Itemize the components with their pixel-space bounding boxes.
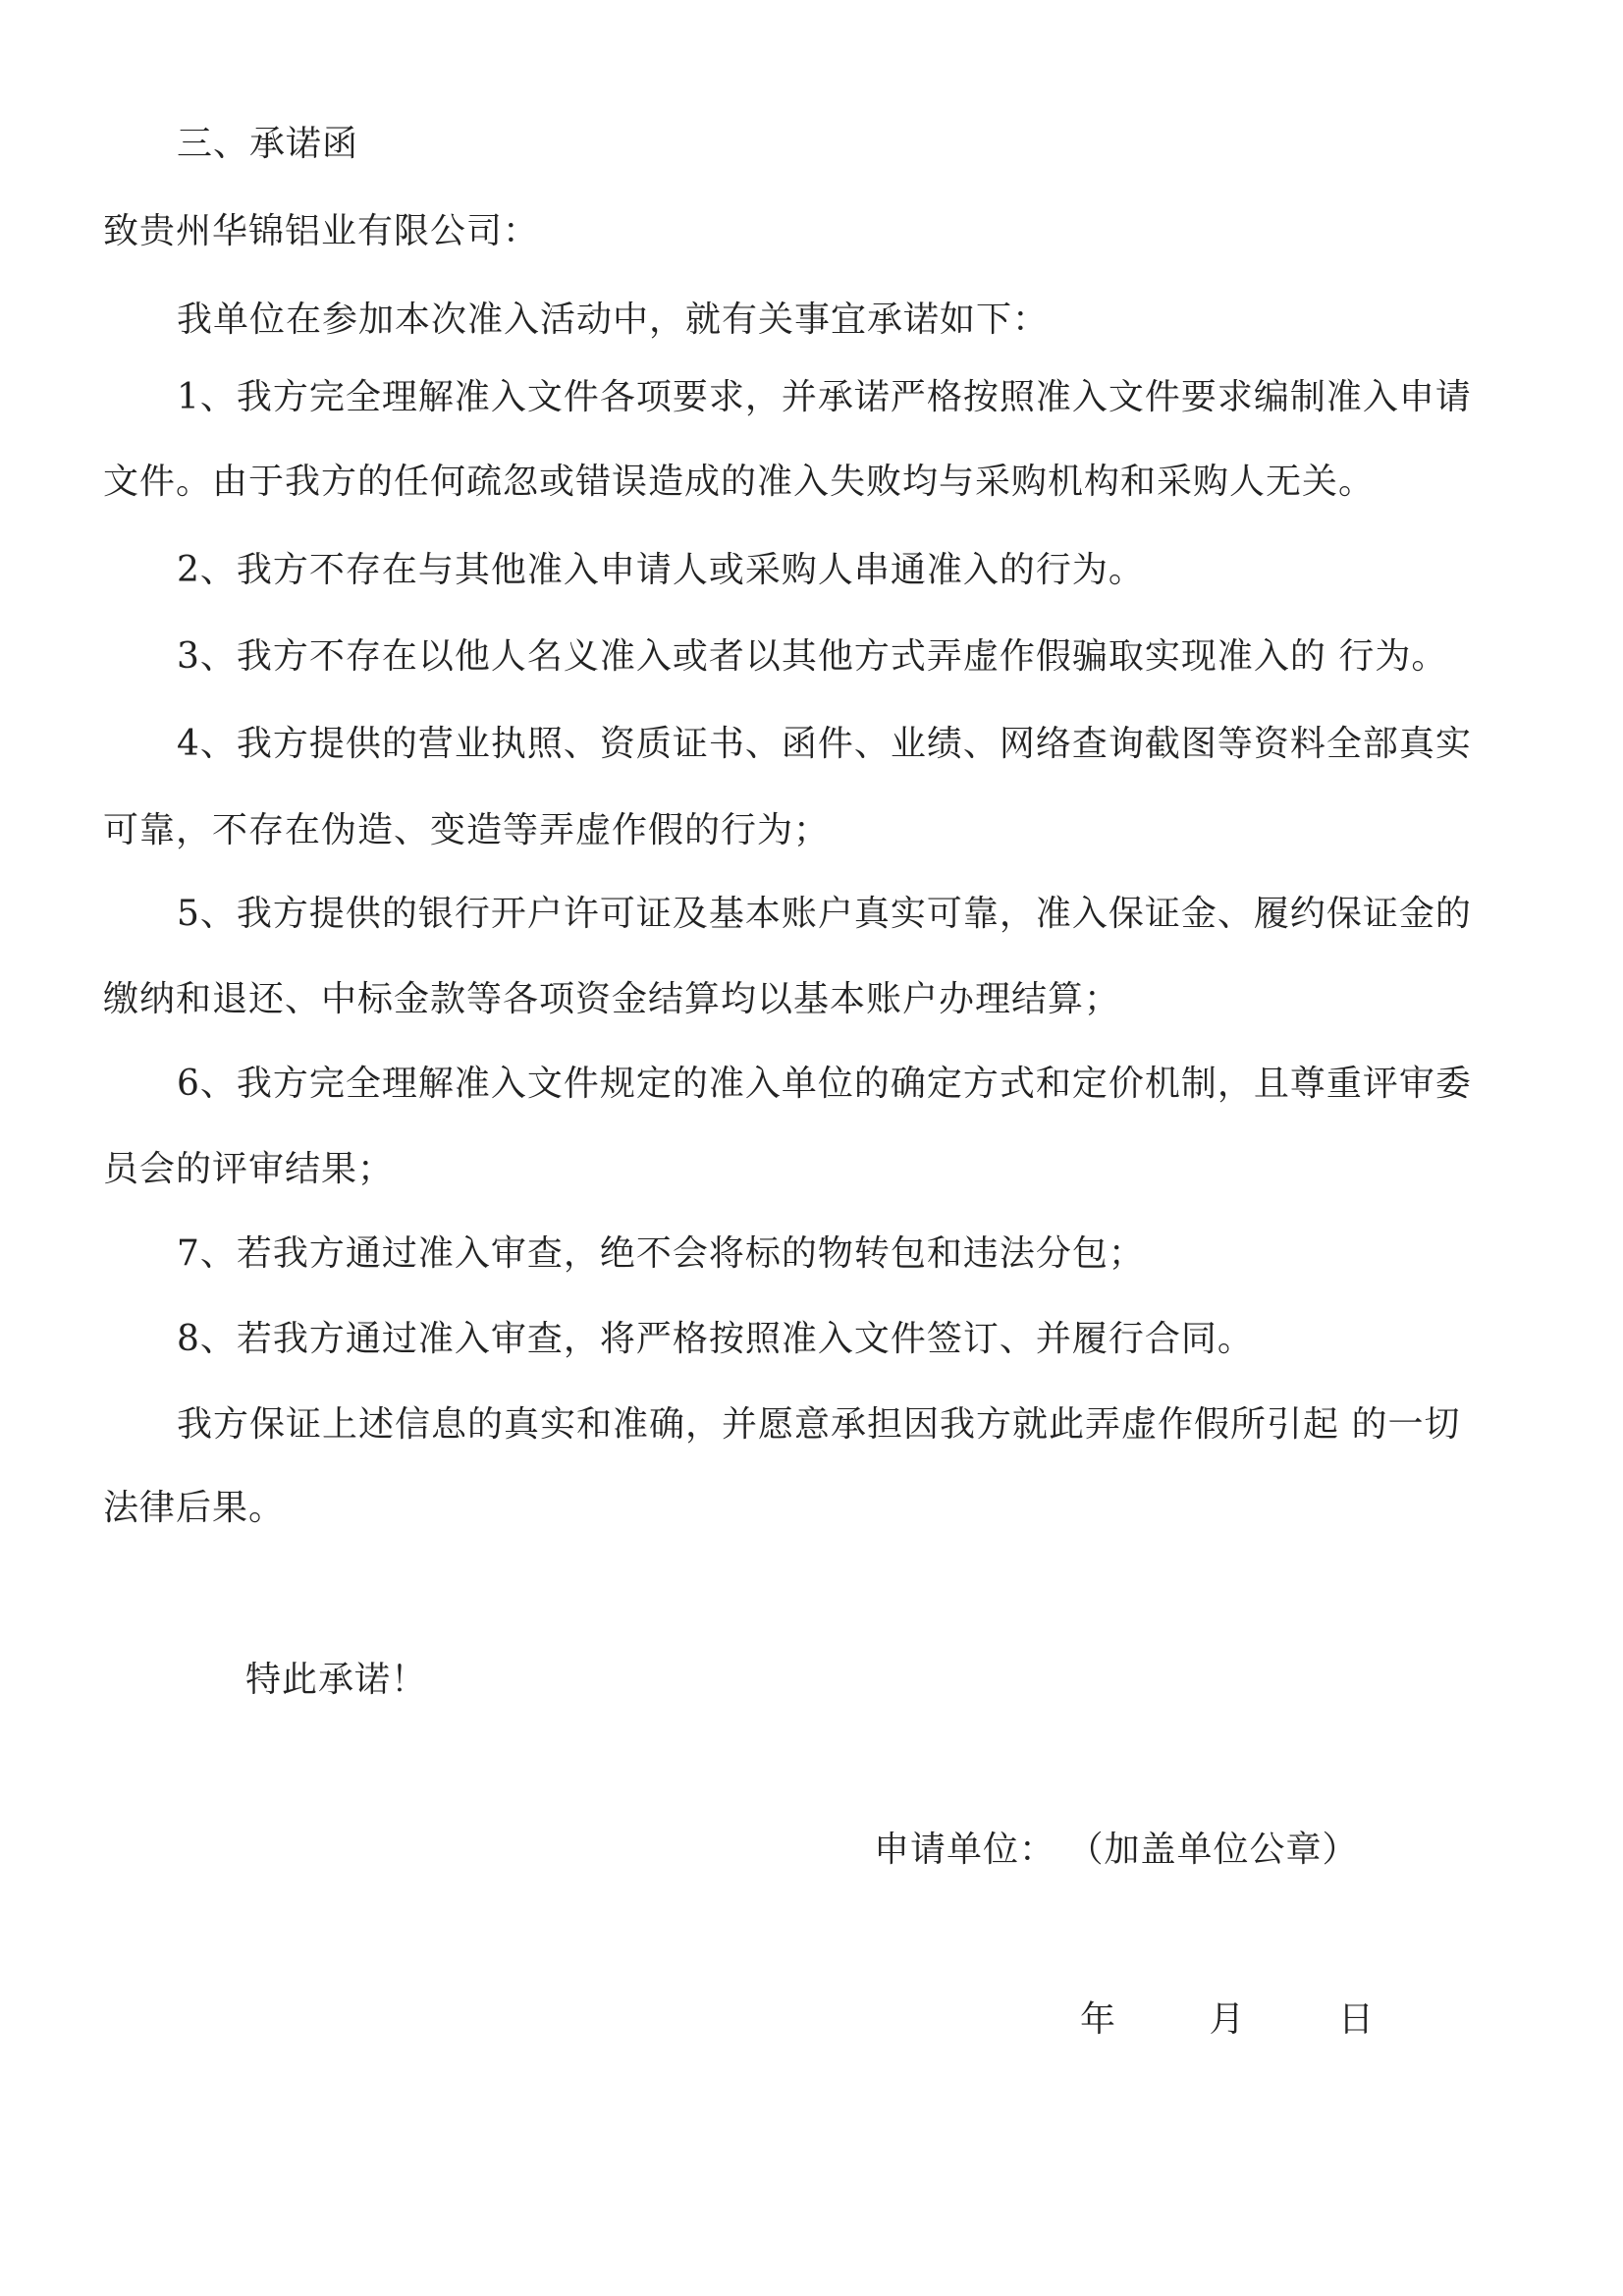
commitment-item-3: 3、我方不存在以他人名义准入或者以其他方式弄虚作假骗取实现准入的 行为。 bbox=[177, 636, 1448, 677]
commitment-item-1-line-1: 1、我方完全理解准入文件各项要求，并承诺严格按照准入文件要求编制准入申请 bbox=[177, 377, 1472, 417]
section-heading: 三、承诺函 bbox=[177, 124, 359, 164]
closing-statement: 特此承诺！ bbox=[245, 1660, 428, 1700]
guarantee-paragraph-line-1: 我方保证上述信息的真实和准确，并愿意承担因我方就此弄虚作假所引起 的一切 bbox=[177, 1404, 1461, 1445]
commitment-item-1-line-2: 文件。由于我方的任何疏忽或错误造成的准入失败均与采购机构和采购人无关。 bbox=[103, 462, 1376, 502]
addressee-line: 致贵州华锦铝业有限公司： bbox=[103, 211, 540, 251]
commitment-item-6-line-1: 6、我方完全理解准入文件规定的准入单位的确定方式和定价机制，且尊重评审委 bbox=[177, 1064, 1472, 1104]
commitment-item-6-line-2: 员会的评审结果； bbox=[103, 1149, 395, 1189]
applicant-signature-line: 申请单位： （加盖单位公章） bbox=[874, 1830, 1359, 1870]
commitment-item-7: 7、若我方通过准入审查，绝不会将标的物转包和违法分包； bbox=[177, 1233, 1145, 1274]
commitment-item-5-line-2: 缴纳和退还、中标金款等各项资金结算均以基本账户办理结算； bbox=[103, 979, 1121, 1019]
commitment-item-2: 2、我方不存在与其他准入申请人或采购人串通准入的行为。 bbox=[177, 550, 1145, 590]
commitment-item-4-line-2: 可靠，不存在伪造、变造等弄虚作假的行为； bbox=[103, 810, 831, 850]
commitment-item-8: 8、若我方通过准入审查，将严格按照准入文件签订、并履行合同。 bbox=[177, 1319, 1254, 1359]
intro-paragraph: 我单位在参加本次准入活动中，就有关事宜承诺如下： bbox=[177, 300, 1050, 340]
commitment-item-5-line-1: 5、我方提供的银行开户许可证及基本账户真实可靠，准入保证金、履约保证金的 bbox=[177, 894, 1472, 934]
date-month-label: 月 bbox=[1209, 1999, 1246, 2040]
date-year-label: 年 bbox=[1080, 1999, 1117, 2040]
commitment-item-4-line-1: 4、我方提供的营业执照、资质证书、函件、业绩、网络查询截图等资料全部真实 bbox=[177, 724, 1472, 764]
date-line bbox=[1080, 1996, 1375, 2044]
date-day-label: 日 bbox=[1337, 1999, 1375, 2040]
guarantee-paragraph-line-2: 法律后果。 bbox=[103, 1488, 286, 1528]
